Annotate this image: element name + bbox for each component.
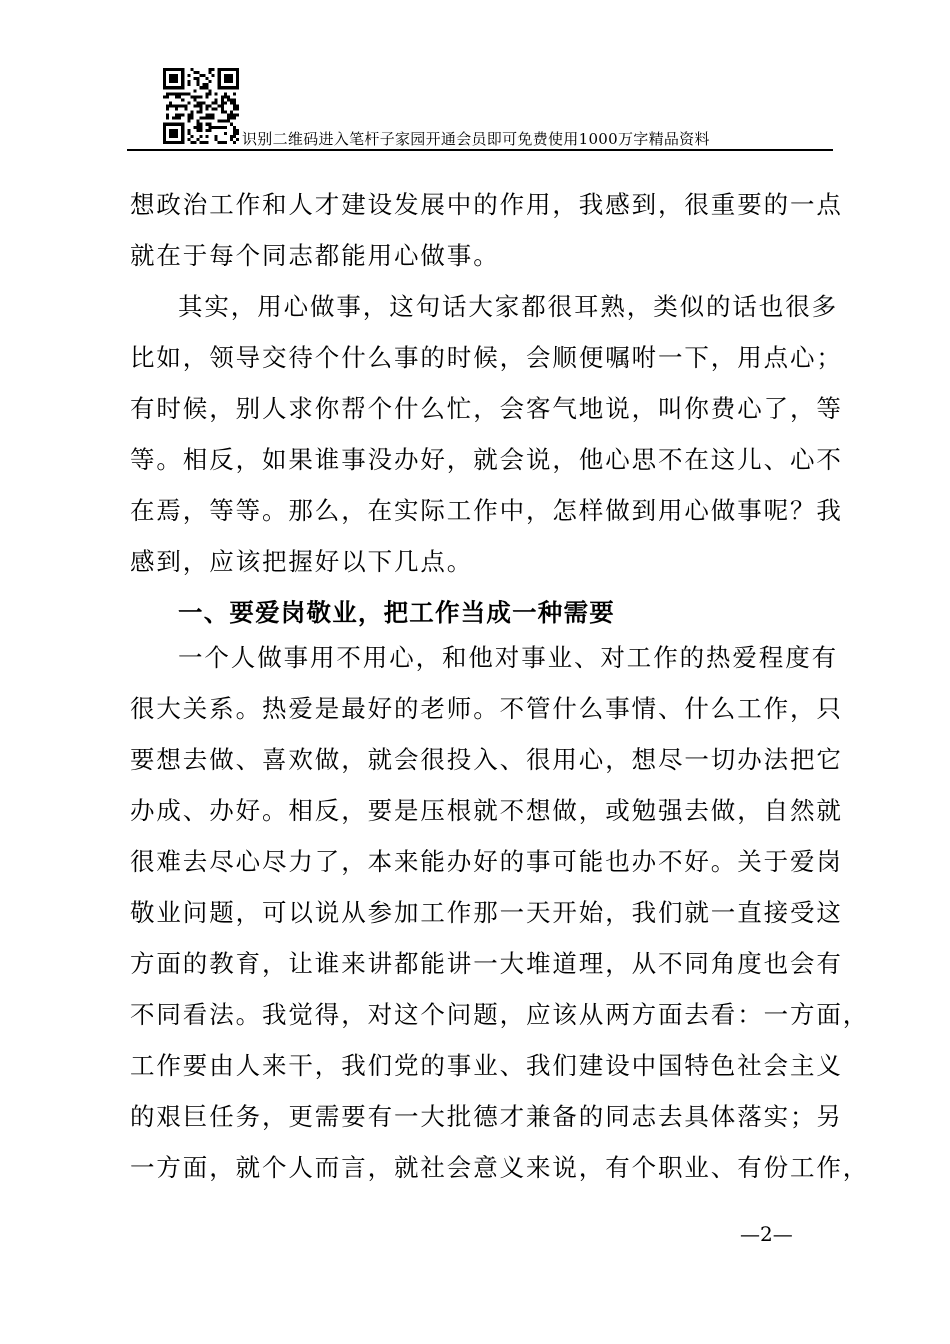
text-line: 想政治工作和人才建设发展中的作用，我感到，很重要的一点	[130, 190, 843, 219]
header-promo-note: 识别二维码进入笔杆子家园开通会员即可免费使用1000万字精品资料	[242, 130, 710, 148]
text-line: 敬业问题，可以说从参加工作那一天开始，我们就一直接受这	[130, 898, 843, 927]
text-line: 等。相反，如果谁事没办好，就会说，他心思不在这儿、心不	[130, 445, 843, 474]
text-line: 办成、办好。相反，要是压根就不想做，或勉强去做，自然就	[130, 796, 843, 825]
header-divider	[127, 149, 833, 151]
text-line: 不同看法。我觉得，对这个问题，应该从两方面去看：一方面，	[130, 1000, 870, 1029]
section-heading: 一、要爱岗敬业，把工作当成一种需要	[178, 598, 615, 627]
text-line: 很大关系。热爱是最好的老师。不管什么事情、什么工作，只	[130, 694, 843, 723]
text-line: 在焉，等等。那么，在实际工作中，怎样做到用心做事呢？我	[130, 496, 843, 525]
paragraph-first-line: 一个人做事用不用心，和他对事业、对工作的热爱程度有	[178, 643, 838, 672]
paragraph-first-line: 其实，用心做事，这句话大家都很耳熟，类似的话也很多	[178, 292, 838, 321]
text-line: 的艰巨任务，更需要有一大批德才兼备的同志去具体落实；另	[130, 1102, 843, 1131]
text-line: 感到，应该把握好以下几点。	[130, 547, 474, 576]
text-line: 很难去尽心尽力了，本来能办好的事可能也办不好。关于爱岗	[130, 847, 843, 876]
text-line: 工作要由人来干，我们党的事业、我们建设中国特色社会主义	[130, 1051, 843, 1080]
text-line: 有时候，别人求你帮个什么忙，会客气地说，叫你费心了，等	[130, 394, 843, 423]
text-line: 比如，领导交待个什么事的时候，会顺便嘱咐一下，用点心；	[130, 343, 843, 372]
text-line: 就在于每个同志都能用心做事。	[130, 241, 500, 270]
text-line: 方面的教育，让谁来讲都能讲一大堆道理，从不同角度也会有	[130, 949, 843, 978]
qr-code-icon	[163, 68, 239, 144]
page-number: —2—	[740, 1222, 793, 1246]
text-line: 要想去做、喜欢做，就会很投入、很用心，想尽一切办法把它	[130, 745, 843, 774]
text-line: 一方面，就个人而言，就社会意义来说，有个职业、有份工作，	[130, 1153, 870, 1182]
